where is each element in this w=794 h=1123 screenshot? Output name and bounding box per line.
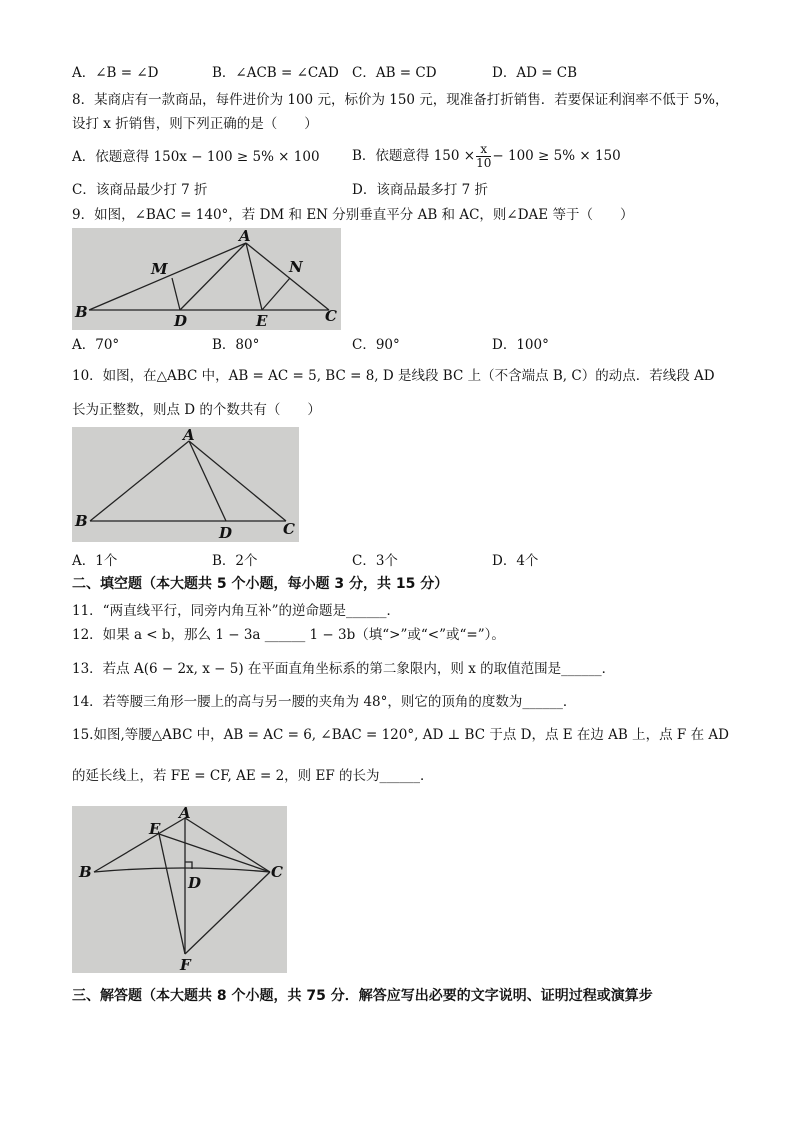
q15-label-f: F	[180, 956, 191, 973]
q9-label-d: D	[174, 312, 188, 330]
q15-stem-line1: 15.如图,等腰△ABC 中，AB = AC = 6, ∠BAC = 120°, AD ⊥ BC 于点 D，点 E 在边 AB 上，点 F 在 AD	[72, 727, 729, 743]
q8-option-b-fraction	[476, 143, 491, 170]
q10-option-a: A．1个	[72, 553, 118, 569]
q9-option-d: D．100°	[492, 337, 549, 353]
q9-label-b: B	[75, 303, 88, 321]
fraction-denominator: 10	[476, 156, 492, 170]
fraction-numerator: x	[476, 143, 491, 157]
q15-label-c: C	[271, 863, 283, 881]
q9-label-n: N	[289, 258, 303, 276]
q8-stem-line1: 8．某商店有一款商品，每件进价为 100 元，标价为 150 元，现准备打折销售．若要保证利润率不低于 5%，	[72, 92, 729, 108]
q14-text: 14．若等腰三角形一腰上的高与另一腰的夹角为 48°，则它的顶角的度数为______．	[72, 694, 577, 710]
q9-label-m: M	[151, 260, 168, 278]
q9-stem: 9．如图，∠BAC = 140°，若 DM 和 EN 分别垂直平分 AB 和 AC，则∠DAE 等于（ ）	[72, 207, 634, 223]
q10-label-b: B	[75, 512, 88, 530]
q10-figure-svg	[72, 427, 299, 542]
q10-label-c: C	[283, 520, 295, 538]
q12-text: 12．如果 a < b，那么 1 − 3a ______ 1 − 3b（填“>”或“<”或“=”）。	[72, 627, 505, 643]
q8-option-b-prefix: B．依题意得 150 ×	[352, 148, 476, 164]
q8-option-a: A．依题意得 150x − 100 ≥ 5% × 100	[72, 149, 320, 165]
q10-option-c: C．3个	[352, 553, 398, 569]
q8-option-c: C．该商品最少打 7 折	[72, 182, 208, 198]
q10-option-b: B．2个	[212, 553, 258, 569]
q11-text: 11．“两直线平行，同旁内角互补”的逆命题是______．	[72, 603, 400, 619]
q9-label-c: C	[325, 307, 337, 325]
section-3-heading: 三、解答题（本大题共 8 个小题，共 75 分．解答应写出必要的文字说明、证明过程或演算步	[72, 988, 653, 1004]
q15-label-e: E	[149, 820, 161, 838]
q7-option-a: A．∠B = ∠D	[72, 65, 159, 81]
q9-figure	[72, 228, 341, 330]
q15-label-d: D	[188, 874, 202, 892]
q8-option-b	[352, 140, 621, 172]
q10-option-d: D．4个	[492, 553, 539, 569]
q7-option-d: D．AD = CB	[492, 65, 578, 81]
q10-stem-line2: 长为正整数，则点 D 的个数共有（ ）	[72, 402, 321, 418]
q9-label-e: E	[256, 312, 268, 330]
q10-figure	[72, 427, 299, 542]
q8-stem-line2: 设打 x 折销售，则下列正确的是（ ）	[72, 116, 318, 132]
q9-option-c: C．90°	[352, 337, 400, 353]
q7-option-b: B．∠ACB = ∠CAD	[212, 65, 339, 81]
q9-label-a: A	[239, 228, 251, 245]
q15-label-b: B	[79, 863, 92, 881]
q8-option-d: D．该商品最多打 7 折	[352, 182, 488, 198]
q15-label-a: A	[179, 806, 191, 822]
q10-label-d: D	[219, 524, 233, 542]
q13-text: 13．若点 A(6 − 2x, x − 5) 在平面直角坐标系的第二象限内，则 x 的取值范围是______．	[72, 661, 616, 677]
q15-figure-svg	[72, 806, 287, 973]
q9-option-b: B．80°	[212, 337, 260, 353]
q9-option-a: A．70°	[72, 337, 120, 353]
q15-figure	[72, 806, 287, 973]
q10-label-a: A	[183, 427, 195, 444]
section-2-heading: 二、填空题（本大题共 5 个小题，每小题 3 分，共 15 分）	[72, 576, 449, 592]
q9-figure-svg	[72, 228, 341, 330]
q15-stem-line2: 的延长线上，若 FE = CF, AE = 2，则 EF 的长为______．	[72, 768, 434, 784]
q10-stem-line1: 10．如图，在△ABC 中，AB = AC = 5, BC = 8, D 是线段 BC 上（不含端点 B, C）的动点．若线段 AD	[72, 368, 715, 384]
q7-option-c: C．AB = CD	[352, 65, 437, 81]
q8-option-b-suffix: − 100 ≥ 5% × 150	[492, 148, 621, 164]
